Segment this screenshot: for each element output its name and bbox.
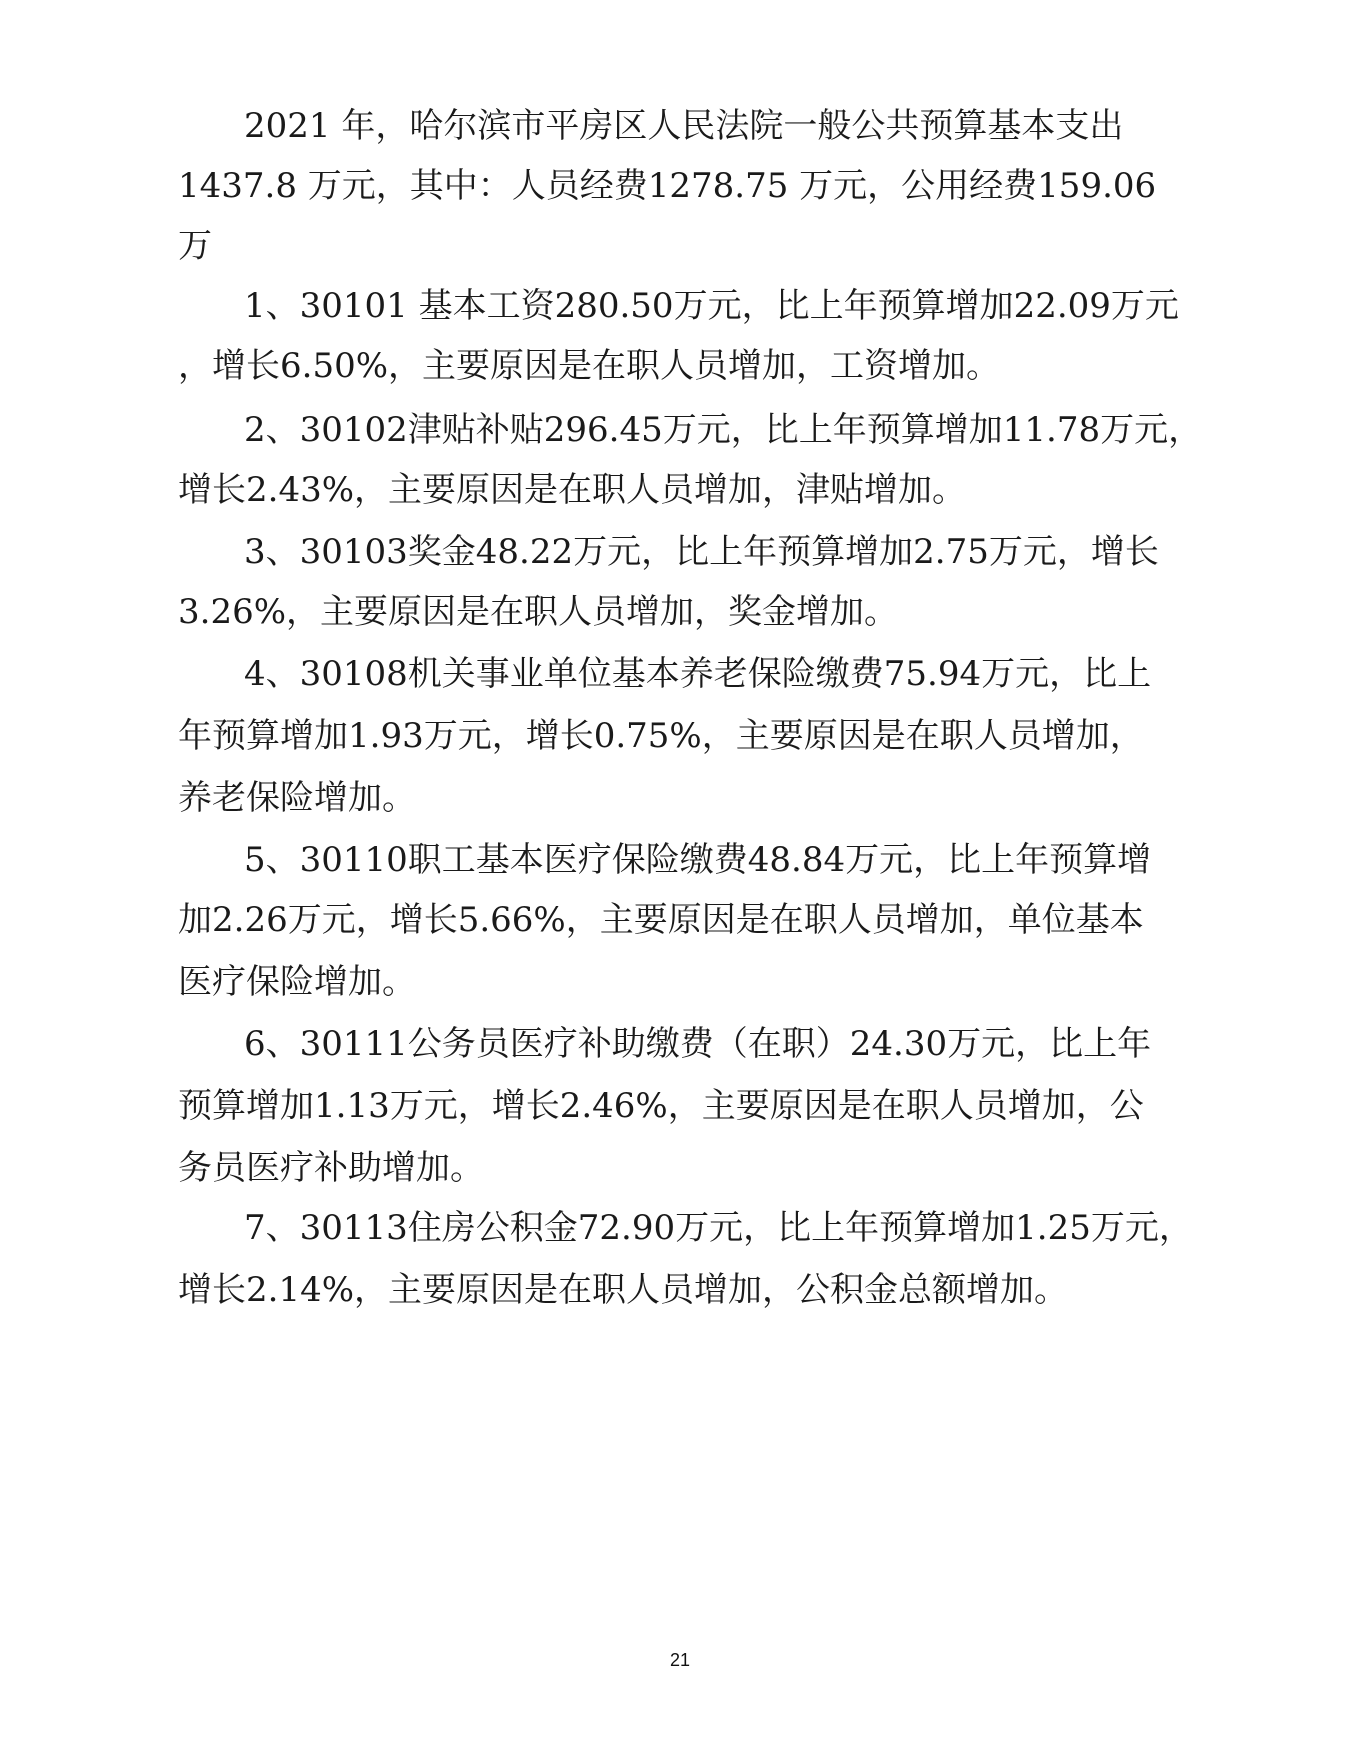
item-6-line-2: 预算增加1.13万元，增长2.46%，主要原因是在职人员增加，公 — [178, 1086, 1144, 1126]
item-2-line-2: 增长2.43%，主要原因是在职人员增加，津贴增加。 — [178, 470, 967, 510]
item-5-line-3: 医疗保险增加。 — [178, 962, 416, 1002]
item-4-line-2: 年预算增加1.93万元，增长0.75%，主要原因是在职人员增加， — [178, 716, 1144, 756]
item-3-line-1: 3、30103奖金48.22万元，比上年预算增加2.75万元，增长 — [244, 532, 1159, 572]
item-6-line-1: 6、30111公务员医疗补助缴费（在职）24.30万元，比上年 — [244, 1024, 1152, 1064]
item-4-line-3: 养老保险增加。 — [178, 778, 416, 818]
summary-line-3: 万 — [178, 226, 212, 266]
item-5-line-1: 5、30110职工基本医疗保险缴费48.84万元，比上年预算增 — [244, 840, 1152, 880]
item-1-line-2: ，增长6.50%，主要原因是在职人员增加，工资增加。 — [178, 346, 1001, 386]
item-6-line-3: 务员医疗补助增加。 — [178, 1148, 484, 1188]
item-7-line-2: 增长2.14%，主要原因是在职人员增加，公积金总额增加。 — [178, 1270, 1069, 1310]
summary-line-2: 1437.8 万元，其中：人员经费1278.75 万元，公用经费159.06 — [178, 166, 1157, 206]
item-3-line-2: 3.26%，主要原因是在职人员增加，奖金增加。 — [178, 592, 899, 632]
item-1-line-1: 1、30101 基本工资280.50万元，比上年预算增加22.09万元 — [244, 286, 1179, 326]
item-5-line-2: 加2.26万元，增长5.66%，主要原因是在职人员增加，单位基本 — [178, 900, 1144, 940]
item-4-line-1: 4、30108机关事业单位基本养老保险缴费75.94万元，比上 — [244, 654, 1152, 694]
item-2-line-1: 2、30102津贴补贴296.45万元，比上年预算增加11.78万元， — [244, 410, 1203, 450]
summary-line-1: 2021 年，哈尔滨市平房区人民法院一般公共预算基本支出 — [244, 106, 1124, 146]
item-7-line-1: 7、30113住房公积金72.90万元，比上年预算增加1.25万元， — [244, 1208, 1193, 1248]
page-number: 21 — [669, 1650, 691, 1670]
